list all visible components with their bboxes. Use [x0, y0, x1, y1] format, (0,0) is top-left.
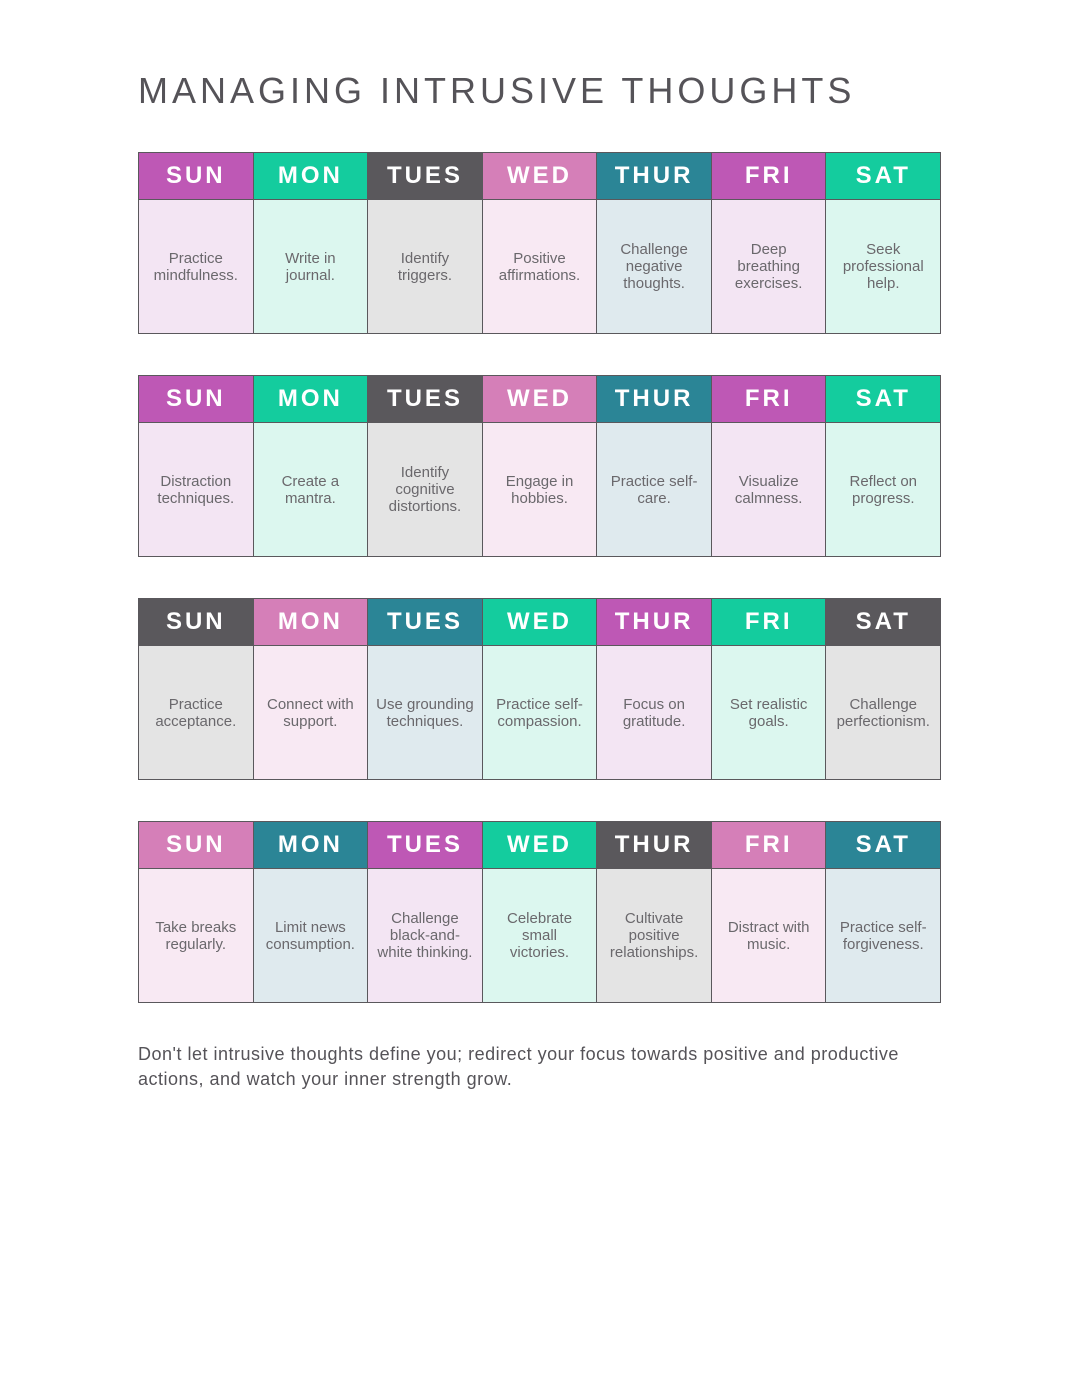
- day-column-sun: [139, 376, 254, 556]
- day-column-wed: [483, 376, 598, 556]
- day-column-thur: [597, 376, 712, 556]
- day-activity: Use grounding techniques.: [368, 646, 482, 779]
- day-header: SUN: [139, 822, 253, 869]
- day-activity: Reflect on progress.: [826, 423, 940, 556]
- day-column-sat: [826, 822, 940, 1002]
- day-header: THUR: [597, 599, 711, 646]
- day-column-thur: [597, 822, 712, 1002]
- day-column-wed: [483, 599, 598, 779]
- day-header: MON: [254, 822, 368, 869]
- day-column-mon: [254, 599, 369, 779]
- day-column-mon: [254, 376, 369, 556]
- day-header: THUR: [597, 153, 711, 200]
- week-table-2: [138, 375, 941, 557]
- day-column-sat: [826, 153, 940, 333]
- day-header: SUN: [139, 599, 253, 646]
- day-header: WED: [483, 822, 597, 869]
- day-header: SUN: [139, 153, 253, 200]
- day-activity: Write in journal.: [254, 200, 368, 333]
- day-header: WED: [483, 153, 597, 200]
- day-column-tues: [368, 376, 483, 556]
- day-column-mon: [254, 153, 369, 333]
- day-column-mon: [254, 822, 369, 1002]
- day-activity: Limit news consumption.: [254, 869, 368, 1002]
- day-column-fri: [712, 376, 827, 556]
- day-activity: Practice self-compassion.: [483, 646, 597, 779]
- day-activity: Connect with support.: [254, 646, 368, 779]
- day-column-sun: [139, 599, 254, 779]
- day-header: SAT: [826, 153, 940, 200]
- day-activity: Set realistic goals.: [712, 646, 826, 779]
- day-activity: Practice acceptance.: [139, 646, 253, 779]
- day-column-thur: [597, 153, 712, 333]
- day-header: TUES: [368, 376, 482, 423]
- day-activity: Visualize calmness.: [712, 423, 826, 556]
- day-header: FRI: [712, 822, 826, 869]
- day-header: FRI: [712, 153, 826, 200]
- day-header: SAT: [826, 599, 940, 646]
- day-header: FRI: [712, 376, 826, 423]
- day-column-sun: [139, 822, 254, 1002]
- day-header: SUN: [139, 376, 253, 423]
- day-activity: Challenge negative thoughts.: [597, 200, 711, 333]
- day-activity: Cultivate positive relationships.: [597, 869, 711, 1002]
- day-activity: Challenge perfectionism.: [826, 646, 940, 779]
- day-activity: Positive affirmations.: [483, 200, 597, 333]
- day-column-fri: [712, 153, 827, 333]
- day-header: FRI: [712, 599, 826, 646]
- day-activity: Identify triggers.: [368, 200, 482, 333]
- day-header: WED: [483, 376, 597, 423]
- day-column-thur: [597, 599, 712, 779]
- day-column-sat: [826, 376, 940, 556]
- day-header: MON: [254, 599, 368, 646]
- day-column-fri: [712, 599, 827, 779]
- footer-quote: Don't let intrusive thoughts define you; redirect your focus towards positive and productive actions, and watch your inner strength grow.: [138, 1044, 899, 1089]
- week-table-1: [138, 152, 941, 334]
- day-column-tues: [368, 822, 483, 1002]
- day-column-wed: [483, 822, 598, 1002]
- day-activity: Create a mantra.: [254, 423, 368, 556]
- day-activity: Identify cognitive distortions.: [368, 423, 482, 556]
- day-activity: Practice self-care.: [597, 423, 711, 556]
- day-header: SAT: [826, 376, 940, 423]
- day-header: THUR: [597, 822, 711, 869]
- day-activity: Practice mindfulness.: [139, 200, 253, 333]
- day-activity: Distract with music.: [712, 869, 826, 1002]
- day-column-wed: [483, 153, 598, 333]
- page-title: MANAGING INTRUSIVE THOUGHTS: [138, 70, 856, 111]
- day-column-sun: [139, 153, 254, 333]
- day-activity: Take breaks regularly.: [139, 869, 253, 1002]
- day-column-tues: [368, 153, 483, 333]
- week-table-4: [138, 821, 941, 1003]
- day-activity: Engage in hobbies.: [483, 423, 597, 556]
- day-header: MON: [254, 376, 368, 423]
- day-column-tues: [368, 599, 483, 779]
- day-activity: Distraction techniques.: [139, 423, 253, 556]
- week-table-3: [138, 598, 941, 780]
- day-activity: Focus on gratitude.: [597, 646, 711, 779]
- day-activity: Seek professional help.: [826, 200, 940, 333]
- day-header: TUES: [368, 822, 482, 869]
- day-column-sat: [826, 599, 940, 779]
- day-activity: Practice self-forgiveness.: [826, 869, 940, 1002]
- day-header: TUES: [368, 153, 482, 200]
- day-header: SAT: [826, 822, 940, 869]
- day-header: MON: [254, 153, 368, 200]
- day-activity: Celebrate small victories.: [483, 869, 597, 1002]
- day-header: TUES: [368, 599, 482, 646]
- day-activity: Deep breathing exercises.: [712, 200, 826, 333]
- day-header: WED: [483, 599, 597, 646]
- day-header: THUR: [597, 376, 711, 423]
- day-column-fri: [712, 822, 827, 1002]
- day-activity: Challenge black-and-white thinking.: [368, 869, 482, 1002]
